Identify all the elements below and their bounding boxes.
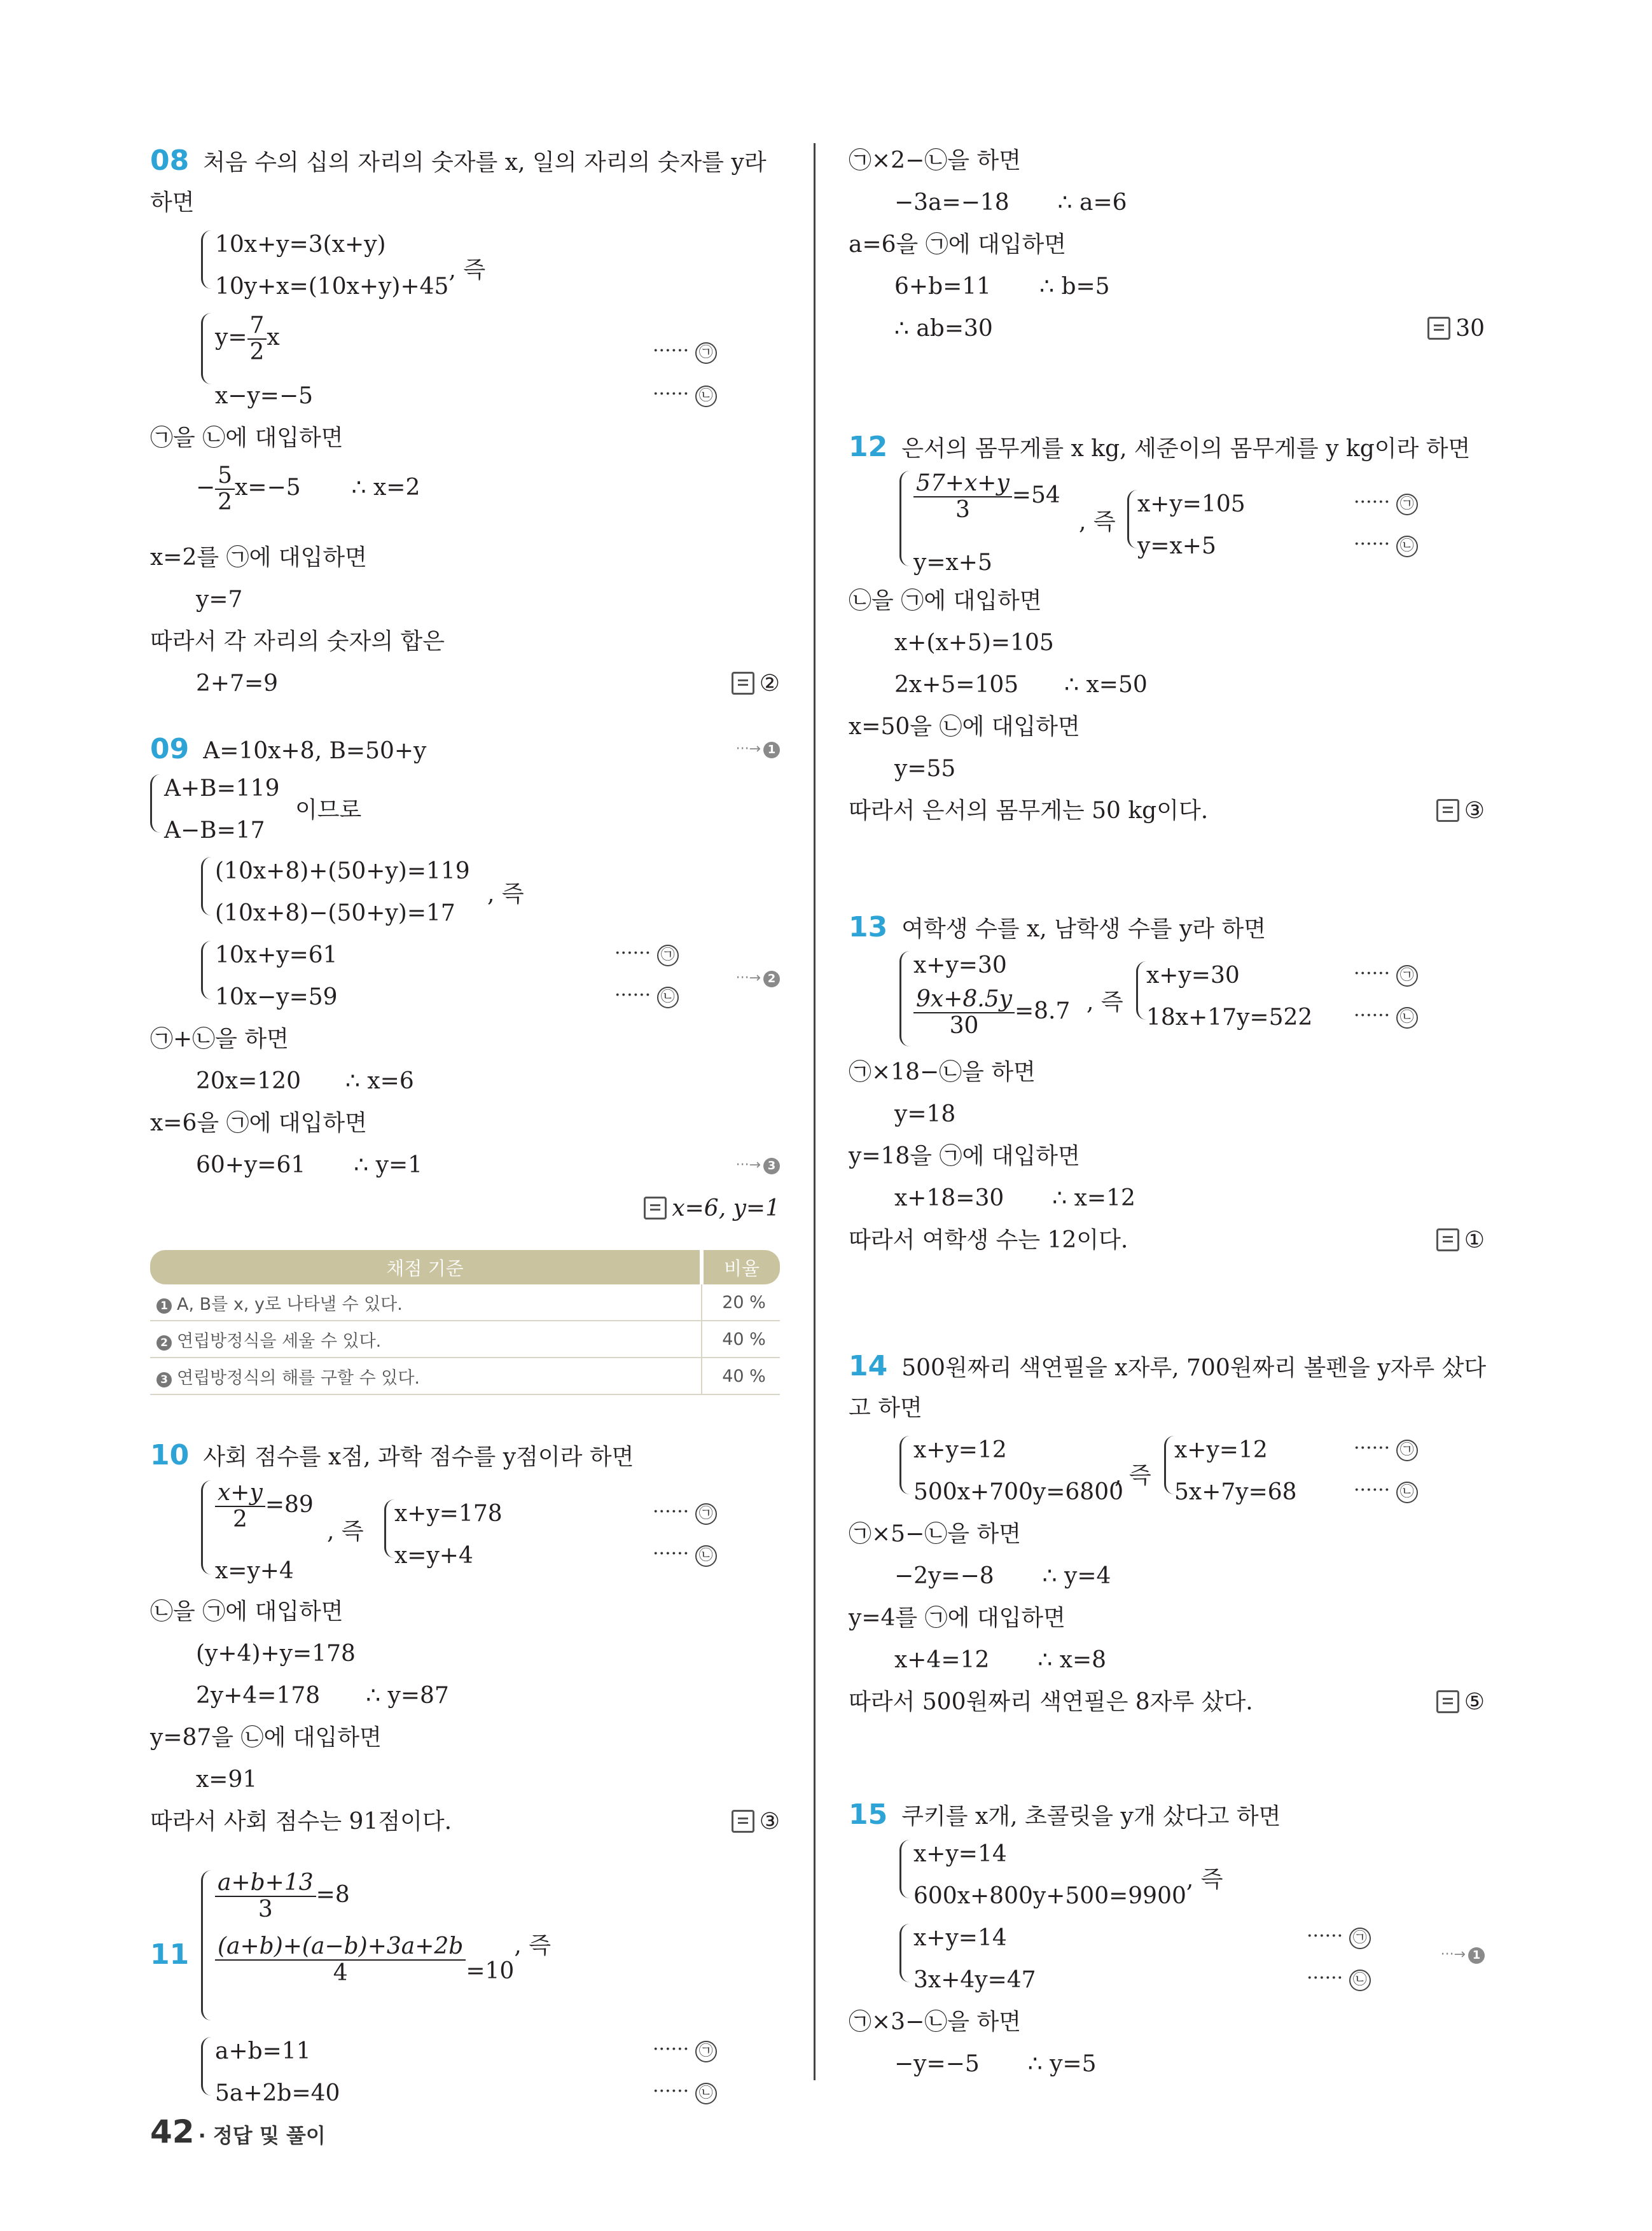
conclusion: 따라서 500원짜리 색연필은 8자루 샀다. xyxy=(849,1689,1253,1715)
problem-number: 15 xyxy=(849,1798,888,1831)
system-brace xyxy=(201,1870,212,2020)
table-row: 3 연립방정식의 해를 구할 수 있다. 40 % xyxy=(150,1358,780,1394)
table-row: 1 A, B를 x, y로 나타낼 수 있다. 20 % xyxy=(150,1284,780,1321)
table-header-ratio: 비율 xyxy=(702,1250,780,1284)
equation: (y+4)+y=178 xyxy=(196,1641,356,1667)
equation: 10x+y=61 xyxy=(215,942,338,968)
result: ∴ y=5 xyxy=(1027,2051,1097,2077)
problem-number: 09 xyxy=(150,733,190,765)
step-text: x=2를 ㉠에 대입하면 xyxy=(150,545,367,571)
step-marker-2: ···→ 2 xyxy=(736,970,780,987)
equation: 500x+700y=6800 xyxy=(913,1479,1124,1505)
answer-icon xyxy=(1427,317,1450,340)
system-brace xyxy=(899,1840,910,1898)
equation: 600x+800y+500=9900 xyxy=(913,1883,1186,1909)
equation: x+y=14 xyxy=(913,1925,1007,1951)
system-brace xyxy=(150,774,161,833)
problem-text: A=10x+8, B=50+y xyxy=(203,738,427,764)
equation-marker: ······ ㉠ xyxy=(653,2038,717,2062)
equation-marker: ······ ㉠ xyxy=(653,1501,717,1525)
step-text: y=18을 ㉠에 대입하면 xyxy=(849,1143,1080,1169)
equation: x+y=178 xyxy=(394,1501,503,1527)
grading-table xyxy=(150,1250,780,1395)
equation-marker: ······ ㉡ xyxy=(653,1543,717,1567)
problem-text: 쿠키를 x개, 초콜릿을 y개 샀다고 하면 xyxy=(901,1804,1281,1830)
equation-part: x xyxy=(267,324,280,351)
equation: x=y+4 xyxy=(394,1543,473,1569)
connector-text: , 즉 xyxy=(1079,509,1116,535)
equation: 5x+7y=68 xyxy=(1174,1479,1297,1505)
step-text: ㉠×18−㉡을 하면 xyxy=(849,1059,1036,1085)
system-brace xyxy=(201,1480,212,1574)
fraction: $\frac{57+x+y}{3}$ xyxy=(913,471,1012,523)
system-brace xyxy=(899,1436,910,1494)
result: ∴ x=2 xyxy=(351,475,420,501)
equation-marker: ······ ㉠ xyxy=(1307,1925,1371,1949)
problem-number: 12 xyxy=(849,431,888,463)
conclusion: 따라서 여학생 수는 12이다. xyxy=(849,1227,1128,1253)
system-brace xyxy=(1127,490,1138,548)
equation-marker: ······ ㉡ xyxy=(1354,1004,1418,1029)
problem-number: 11 xyxy=(150,1938,190,1971)
system-brace xyxy=(201,2037,212,2095)
problem-text: 은서의 몸무게를 x kg, 세준이의 몸무게를 y kg이라 하면 xyxy=(901,436,1471,462)
equation: y=55 xyxy=(894,756,956,782)
step-text: ㉠×3−㉡을 하면 xyxy=(849,2009,1022,2035)
connector-text: , 즉 xyxy=(1086,989,1123,1015)
step-text: y=87을 ㉡에 대입하면 xyxy=(150,1725,382,1751)
problem-text: 여학생 수를 x, 남학생 수를 y라 하면 xyxy=(901,916,1267,942)
result: ∴ y=4 xyxy=(1042,1563,1111,1589)
equation: x+y=30 xyxy=(1146,963,1240,989)
equation: 5a+2b=40 xyxy=(215,2080,340,2106)
fraction: $\frac{7}{2}$ xyxy=(247,313,267,365)
equation: y=x+5 xyxy=(913,550,992,576)
result: ∴ y=1 xyxy=(354,1152,423,1178)
system-brace xyxy=(899,471,910,566)
equation: x+y=105 xyxy=(1137,491,1246,517)
conclusion: 따라서 사회 점수는 91점이다. xyxy=(150,1809,452,1835)
page-number: 42 xyxy=(150,2113,195,2150)
system-brace xyxy=(1136,961,1147,1020)
equation: A−B=17 xyxy=(164,817,265,844)
equation-marker: ······ ㉠ xyxy=(1354,1437,1418,1461)
equation: 2+7=9 xyxy=(196,671,279,697)
equation: A+B=119 xyxy=(164,775,280,802)
equation: 10y+x=(10x+y)+45 xyxy=(215,274,449,300)
connector-text: , 즉 xyxy=(487,881,524,907)
connector-text: , 즉 xyxy=(327,1519,364,1545)
problem-number: 08 xyxy=(150,144,190,177)
equation: x+y=12 xyxy=(1174,1437,1268,1463)
equation-marker: ······ ㉠ xyxy=(1354,963,1418,987)
equation: x=91 xyxy=(196,1767,258,1793)
column-divider xyxy=(814,143,816,2080)
equation-marker: ······ ㉡ xyxy=(1354,533,1418,557)
system-brace xyxy=(201,941,212,999)
equation: y=x+5 xyxy=(1137,533,1216,559)
result: ∴ x=8 xyxy=(1038,1647,1107,1673)
problem-text: 하면 xyxy=(150,190,195,216)
system-brace xyxy=(201,230,212,289)
answer: ② xyxy=(732,669,780,698)
answer-icon xyxy=(644,1197,667,1220)
step-text: ㉠×5−㉡을 하면 xyxy=(849,1521,1022,1547)
equation-part: y= xyxy=(215,324,247,351)
equation: x=y+4 xyxy=(215,1558,294,1584)
connector-text: , 즉 xyxy=(1186,1866,1223,1893)
step-text: x=6을 ㉠에 대입하면 xyxy=(150,1110,367,1136)
fraction: $\frac{9x+8.5y}{30}$ xyxy=(913,987,1015,1039)
step-text: ㉠×2−㉡을 하면 xyxy=(849,148,1022,174)
equation: x+y=30 xyxy=(913,952,1007,978)
problem-number: 13 xyxy=(849,911,888,943)
equation: 18x+17y=522 xyxy=(1146,1004,1313,1031)
result: ∴ y=87 xyxy=(366,1683,449,1709)
equation: 10x+y=3(x+y) xyxy=(215,232,386,258)
equation-marker: ······ ㉡ xyxy=(653,383,717,407)
connector-text: , 즉 xyxy=(448,257,486,283)
result: ∴ x=12 xyxy=(1052,1185,1135,1211)
answer-icon xyxy=(1436,799,1459,822)
answer: ③ xyxy=(732,1807,780,1837)
equation: a+b=11 xyxy=(215,2038,311,2064)
system-brace xyxy=(384,1499,395,1558)
fraction: $\frac{5}{2}$ xyxy=(215,463,235,515)
equation: 3x+4y=47 xyxy=(913,1967,1036,1993)
equation-marker: ······ ㉡ xyxy=(614,984,679,1008)
table-row: 2 연립방정식을 세울 수 있다. 40 % xyxy=(150,1321,780,1358)
problem-text: 처음 수의 십의 자리의 숫자를 x, 일의 자리의 숫자를 y라 xyxy=(203,149,767,176)
system-brace xyxy=(1164,1436,1175,1494)
answer: 30 xyxy=(1427,314,1485,344)
system-brace xyxy=(899,951,910,1046)
step-text: y=4를 ㉠에 대입하면 xyxy=(849,1605,1065,1631)
problem-text: 고 하면 xyxy=(849,1395,922,1421)
step-text: ㉡을 ㉠에 대입하면 xyxy=(150,1599,344,1625)
equation: (10x+8)−(50+y)=17 xyxy=(215,900,455,926)
answer-icon xyxy=(732,672,754,695)
table-header-criteria: 채점 기준 xyxy=(150,1250,702,1284)
step-text: ㉠+㉡을 하면 xyxy=(150,1026,289,1052)
equation-marker: ······ ㉠ xyxy=(614,942,679,966)
equation: 10x−y=59 xyxy=(215,984,338,1010)
system-brace xyxy=(201,313,212,384)
connector-text: 이므로 xyxy=(295,797,362,823)
page-footer xyxy=(150,2113,326,2150)
step-marker-1: ···→ 1 xyxy=(1441,1947,1485,1964)
answer: ⑤ xyxy=(1436,1688,1485,1717)
problem-number: 10 xyxy=(150,1439,190,1471)
system-brace xyxy=(201,857,212,915)
equation: y=18 xyxy=(894,1101,956,1127)
problem-number: 14 xyxy=(849,1350,888,1382)
equation-marker: ······ ㉡ xyxy=(1354,1479,1418,1503)
footer-title: · 정답 및 풀이 xyxy=(198,2123,326,2148)
equation: x+y=12 xyxy=(913,1437,1007,1463)
conclusion: 따라서 각 자리의 숫자의 합은 xyxy=(150,629,445,655)
answer-icon xyxy=(732,1810,754,1833)
step-marker-1: ···→ 1 xyxy=(736,741,780,758)
result: ∴ x=50 xyxy=(1064,672,1148,698)
answer-icon xyxy=(1436,1690,1459,1713)
equation: x−y=−5 xyxy=(215,383,314,409)
step-text: x=50을 ㉡에 대입하면 xyxy=(849,714,1080,740)
result: ∴ ab=30 xyxy=(894,316,993,342)
step-text: ㉡을 ㉠에 대입하면 xyxy=(849,588,1042,614)
equation-marker: ······ ㉠ xyxy=(653,340,717,364)
equation: y=7 xyxy=(196,587,243,613)
result: ∴ x=6 xyxy=(345,1068,414,1094)
result: ∴ b=5 xyxy=(1039,274,1110,300)
problem-text: 사회 점수를 x점, 과학 점수를 y점이라 하면 xyxy=(203,1444,634,1470)
equation-marker: ······ ㉡ xyxy=(1307,1967,1371,1991)
fraction: $\frac{(a+b)+(a-b)+3a+2b}{4}$ xyxy=(215,1934,466,1986)
answer: ③ xyxy=(1436,796,1485,826)
equation: x+(x+5)=105 xyxy=(894,630,1054,656)
fraction: $\frac{a+b+13}{3}$ xyxy=(215,1870,316,1922)
equation-marker: ······ ㉡ xyxy=(653,2080,717,2104)
equation: x+y=14 xyxy=(913,1841,1007,1867)
step-text: ㉠을 ㉡에 대입하면 xyxy=(150,425,344,451)
equation-marker: ······ ㉠ xyxy=(1354,491,1418,515)
system-brace xyxy=(899,1924,910,1982)
answer: x=6, y=1 xyxy=(644,1194,780,1223)
problem-text: 500원짜리 색연필을 x자루, 700원짜리 볼펜을 y자루 샀다 xyxy=(901,1355,1487,1381)
answer-icon xyxy=(1436,1228,1459,1251)
equation: (10x+8)+(50+y)=119 xyxy=(215,858,470,884)
conclusion: 따라서 은서의 몸무게는 50 kg이다. xyxy=(849,798,1209,824)
connector-text: , 즉 xyxy=(1114,1463,1151,1489)
connector-text: , 즉 xyxy=(514,1933,551,1959)
step-text: a=6을 ㉠에 대입하면 xyxy=(849,232,1067,258)
step-marker-3: ···→ 3 xyxy=(736,1157,780,1174)
answer: ① xyxy=(1436,1226,1485,1255)
fraction: $\frac{x+y}{2}$ xyxy=(215,1480,265,1533)
result: ∴ a=6 xyxy=(1057,190,1127,216)
